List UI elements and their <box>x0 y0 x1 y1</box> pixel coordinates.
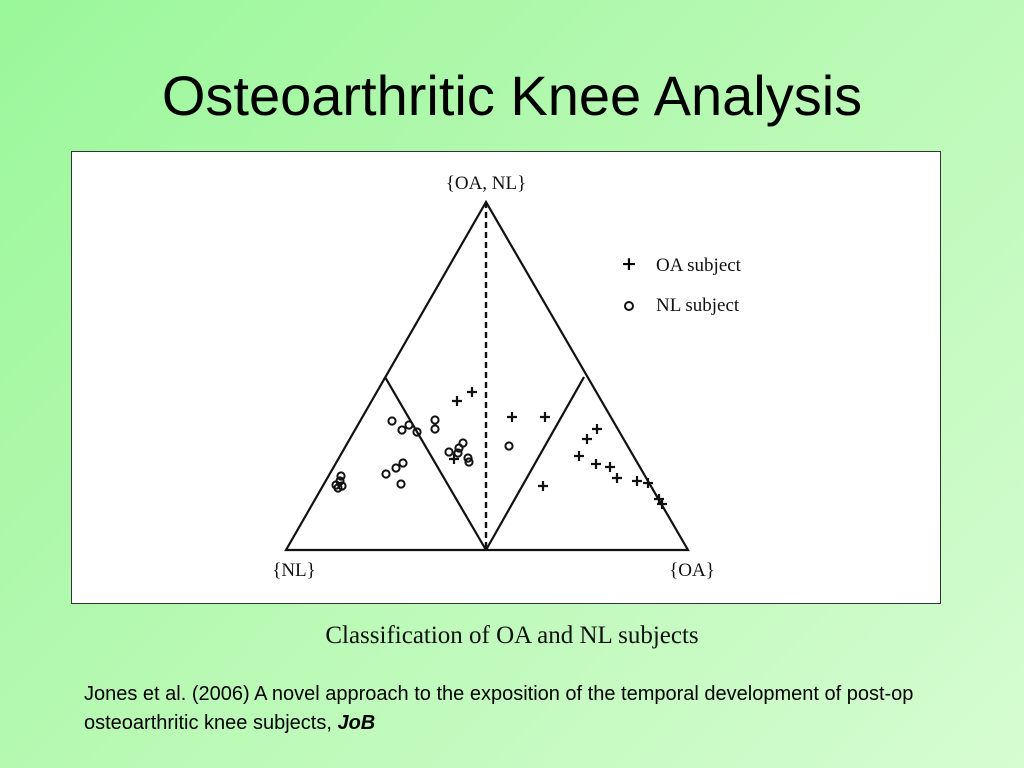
oa-point <box>605 462 615 472</box>
citation-text: Jones et al. (2006) A novel approach to the exposition of the temporal development of post-op osteoarthritic knee subjects, <box>84 683 914 734</box>
nl-point <box>382 470 389 477</box>
nl-point <box>505 442 512 449</box>
legend-label-oa: OA subject <box>656 255 741 276</box>
nl-point <box>445 448 452 455</box>
oa-point <box>632 476 642 486</box>
oa-point <box>507 412 517 422</box>
nl-point <box>459 439 466 446</box>
legend-marker-nl <box>625 302 633 310</box>
oa-point <box>467 387 477 397</box>
oa-point <box>540 412 550 422</box>
oa-point <box>612 473 622 483</box>
vertex-left-label: {NL} <box>272 560 316 581</box>
nl-point <box>388 417 395 424</box>
oa-point <box>591 459 601 469</box>
legend-marker-oa: + <box>621 253 637 275</box>
nl-point <box>398 426 405 433</box>
oa-point <box>574 451 584 461</box>
citation <box>84 680 944 738</box>
nl-point <box>399 459 406 466</box>
legend-label-nl: NL subject <box>656 295 740 316</box>
oa-subject-points <box>449 387 667 509</box>
oa-point <box>582 434 592 444</box>
vertex-right-label: {OA} <box>669 560 715 581</box>
nl-point <box>397 480 404 487</box>
nl-point <box>392 464 399 471</box>
vertex-top-label: {OA, NL} <box>445 173 527 194</box>
citation-journal: JoB <box>337 712 376 734</box>
nl-point <box>431 425 438 432</box>
ternary-plot <box>72 152 942 605</box>
oa-point <box>592 424 602 434</box>
figure-caption: Classification of OA and NL subjects <box>325 622 699 649</box>
nl-point <box>431 416 438 423</box>
legend <box>621 253 742 316</box>
slide-title: Osteoarthritic Knee Analysis <box>161 64 863 127</box>
oa-point <box>538 481 548 491</box>
figure-panel <box>71 151 941 604</box>
right-region-boundary <box>486 377 584 550</box>
oa-point <box>452 396 462 406</box>
nl-point <box>405 421 412 428</box>
